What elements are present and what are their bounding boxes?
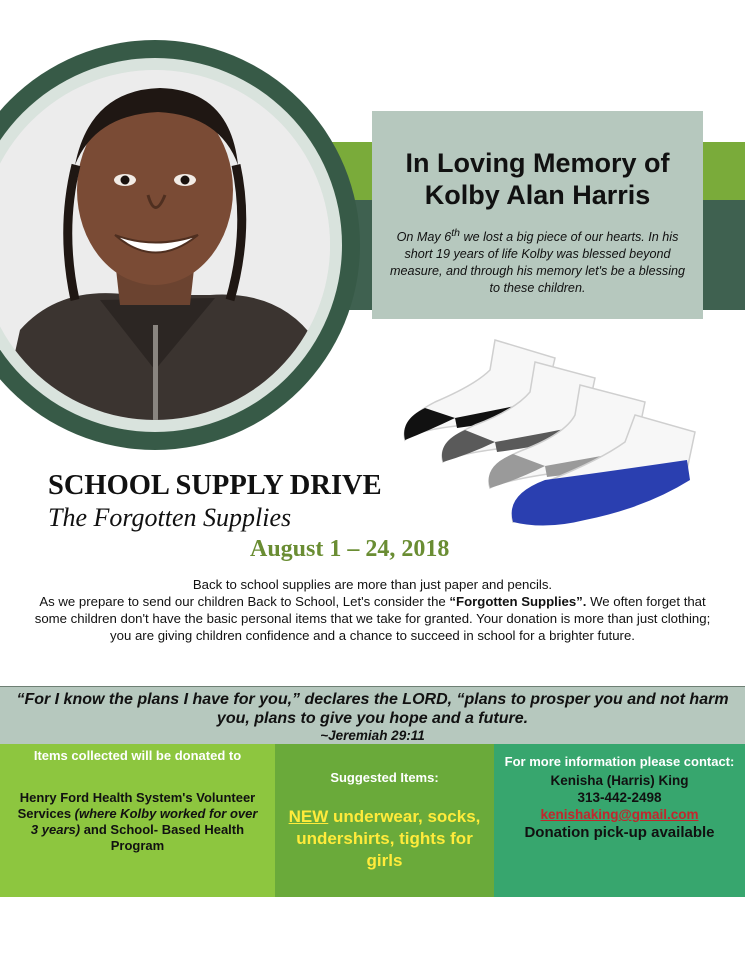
suggested-items-text: underwear, socks, undershirts, tights for girls bbox=[296, 807, 481, 870]
contact-phone: 313-442-2498 bbox=[577, 790, 662, 805]
body-line2c: We often forget that some children don't have the basic personal items that we take for granted. Your donation is more than just clothing; you are giving children confidence and a chance to succeed in school for a brighter future. bbox=[34, 594, 711, 643]
donation-org-c: and School- Based Health Program bbox=[80, 822, 245, 853]
verse-band bbox=[0, 686, 745, 744]
body-line2b: “Forgotten Supplies”. bbox=[449, 594, 587, 609]
memorial-text-a: On May 6 bbox=[396, 230, 452, 245]
drive-title: SCHOOL SUPPLY DRIVE bbox=[48, 470, 382, 501]
memorial-box bbox=[372, 111, 703, 319]
donation-heading: Items collected will be donated to bbox=[33, 748, 242, 763]
memorial-text bbox=[384, 225, 691, 297]
memorial-title-line2: Kolby Alan Harris bbox=[424, 180, 651, 210]
body-line2a: As we prepare to send our children Back to School, Let's consider the bbox=[39, 594, 450, 609]
body-text bbox=[30, 576, 715, 644]
memorial-text-b: we lost a big piece of our hearts. In his short 19 years of life Kolby was blessed beyond measure, and through his memory let's be a blessing to these children. bbox=[389, 230, 685, 296]
drive-dates: August 1 – 24, 2018 bbox=[250, 536, 450, 562]
donation-org bbox=[14, 790, 261, 854]
drive-subtitle: The Forgotten Supplies bbox=[48, 503, 292, 532]
suggested-heading: Suggested Items: bbox=[330, 770, 439, 785]
memorial-title-line1: In Loving Memory of bbox=[405, 148, 670, 178]
memorial-title bbox=[384, 147, 691, 211]
suggested-column bbox=[275, 744, 494, 897]
socks-illustration bbox=[395, 330, 700, 545]
contact-email-link[interactable]: kenishaking@gmail.com bbox=[540, 807, 699, 822]
suggested-new-word: NEW bbox=[288, 807, 329, 826]
verse-quote: “For I know the plans I have for you,” declares the LORD, “plans to prosper you and not harm you, plans to give you hope and a future. bbox=[16, 691, 729, 727]
contact-pickup: Donation pick-up available bbox=[524, 824, 715, 841]
body-line1: Back to school supplies are more than just paper and pencils. bbox=[192, 577, 553, 592]
body-paragraph bbox=[30, 593, 715, 644]
verse-reference: ~Jeremiah 29:11 bbox=[320, 728, 425, 743]
suggested-items bbox=[283, 806, 486, 872]
memorial-text-sup: th bbox=[451, 227, 460, 239]
donation-org-b: (where Kolby worked for over 3 years) bbox=[30, 806, 258, 837]
socks-image bbox=[395, 330, 700, 545]
contact-column bbox=[494, 744, 745, 897]
donation-org-a: Henry Ford Health System's Volunteer Services bbox=[17, 790, 256, 821]
donation-column bbox=[0, 744, 275, 897]
contact-heading: For more information please contact: bbox=[504, 754, 735, 769]
contact-name: Kenisha (Harris) King bbox=[550, 773, 689, 788]
